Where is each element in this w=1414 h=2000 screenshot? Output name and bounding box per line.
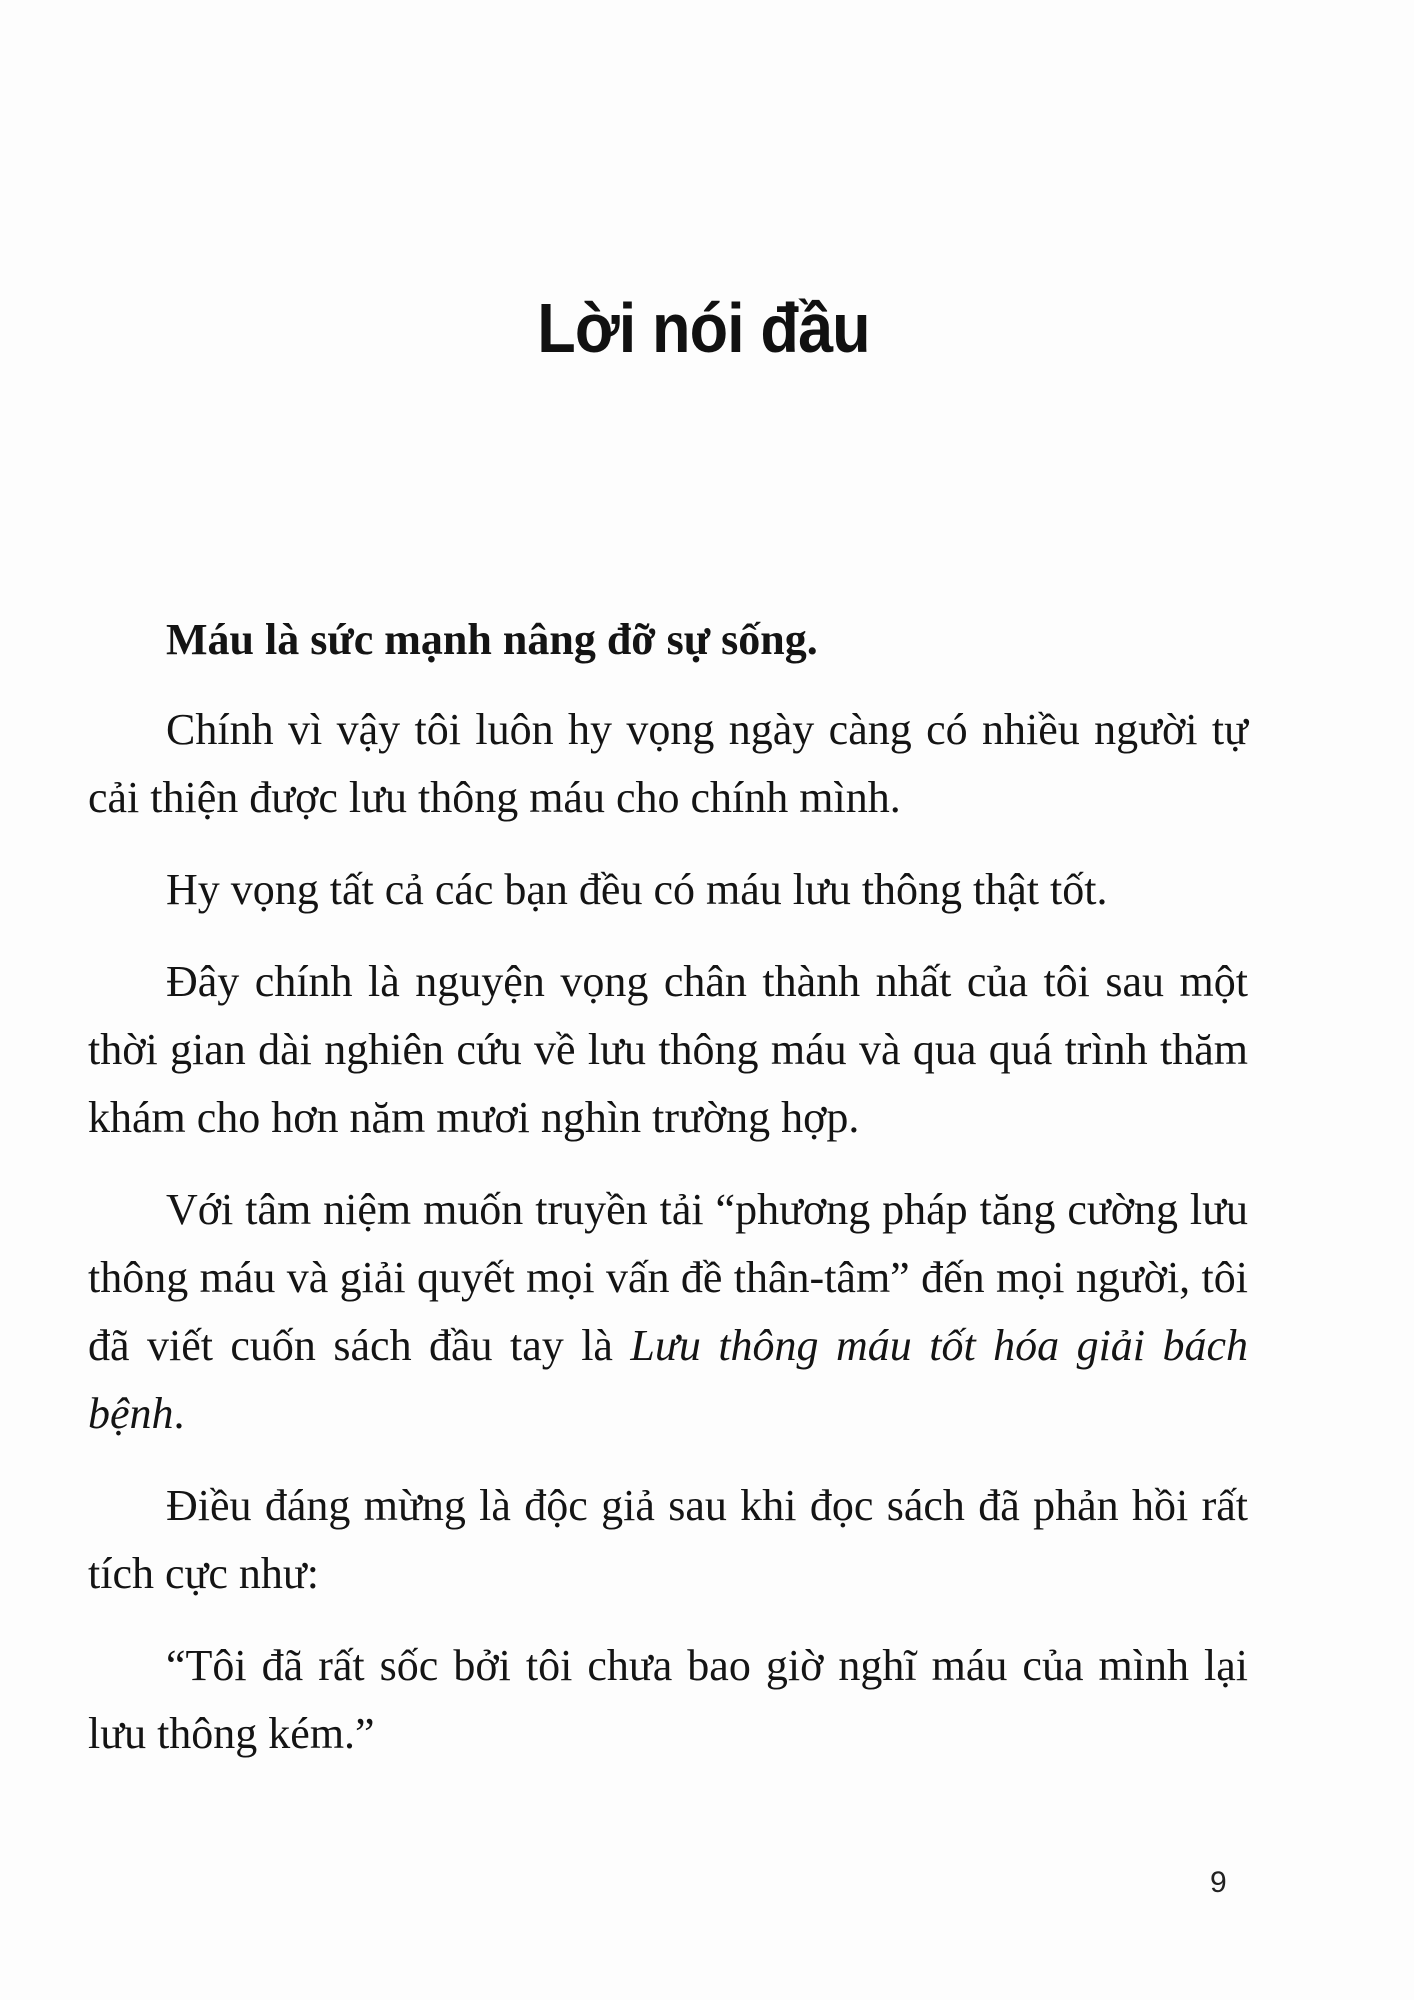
book-title-italic: Lưu thông máu tốt hóa giải bách bệnh <box>88 1321 1248 1438</box>
body-text <box>88 606 1248 1792</box>
paragraph: Chính vì vậy tôi luôn hy vọng ngày càng có nhiều người tự cải thiện được lưu thông máu cho chính mình. <box>88 705 1248 822</box>
quote-paragraph: “Tôi đã rất sốc bởi tôi chưa bao giờ nghĩ máu của mình lại lưu thông kém.” <box>88 1641 1248 1758</box>
paragraph-text: . <box>173 1389 185 1438</box>
paragraph <box>88 1176 1248 1448</box>
page-number: 9 <box>1210 1866 1227 1899</box>
paragraph: Hy vọng tất cả các bạn đều có máu lưu thông thật tốt. <box>166 865 1108 914</box>
paragraph: Đây chính là nguyện vọng chân thành nhất của tôi sau một thời gian dài nghiên cứu về lưu thông máu và qua quá trình thăm khám cho hơn năm mươi nghìn trường hợp. <box>88 957 1248 1142</box>
lead-paragraph: Máu là sức mạnh nâng đỡ sự sống. <box>166 615 818 664</box>
paragraph-text: Với tâm niệm muốn truyền tải “phương pháp tăng cường lưu thông máu và giải quyết mọi vấn đề thân-tâm” đến mọi người, tôi đã viết cuốn sách đầu tay là <box>88 1185 1248 1370</box>
chapter-title: Lời nói đầu <box>537 289 870 367</box>
paragraph: Điều đáng mừng là độc giả sau khi đọc sách đã phản hồi rất tích cực như: <box>88 1481 1248 1598</box>
